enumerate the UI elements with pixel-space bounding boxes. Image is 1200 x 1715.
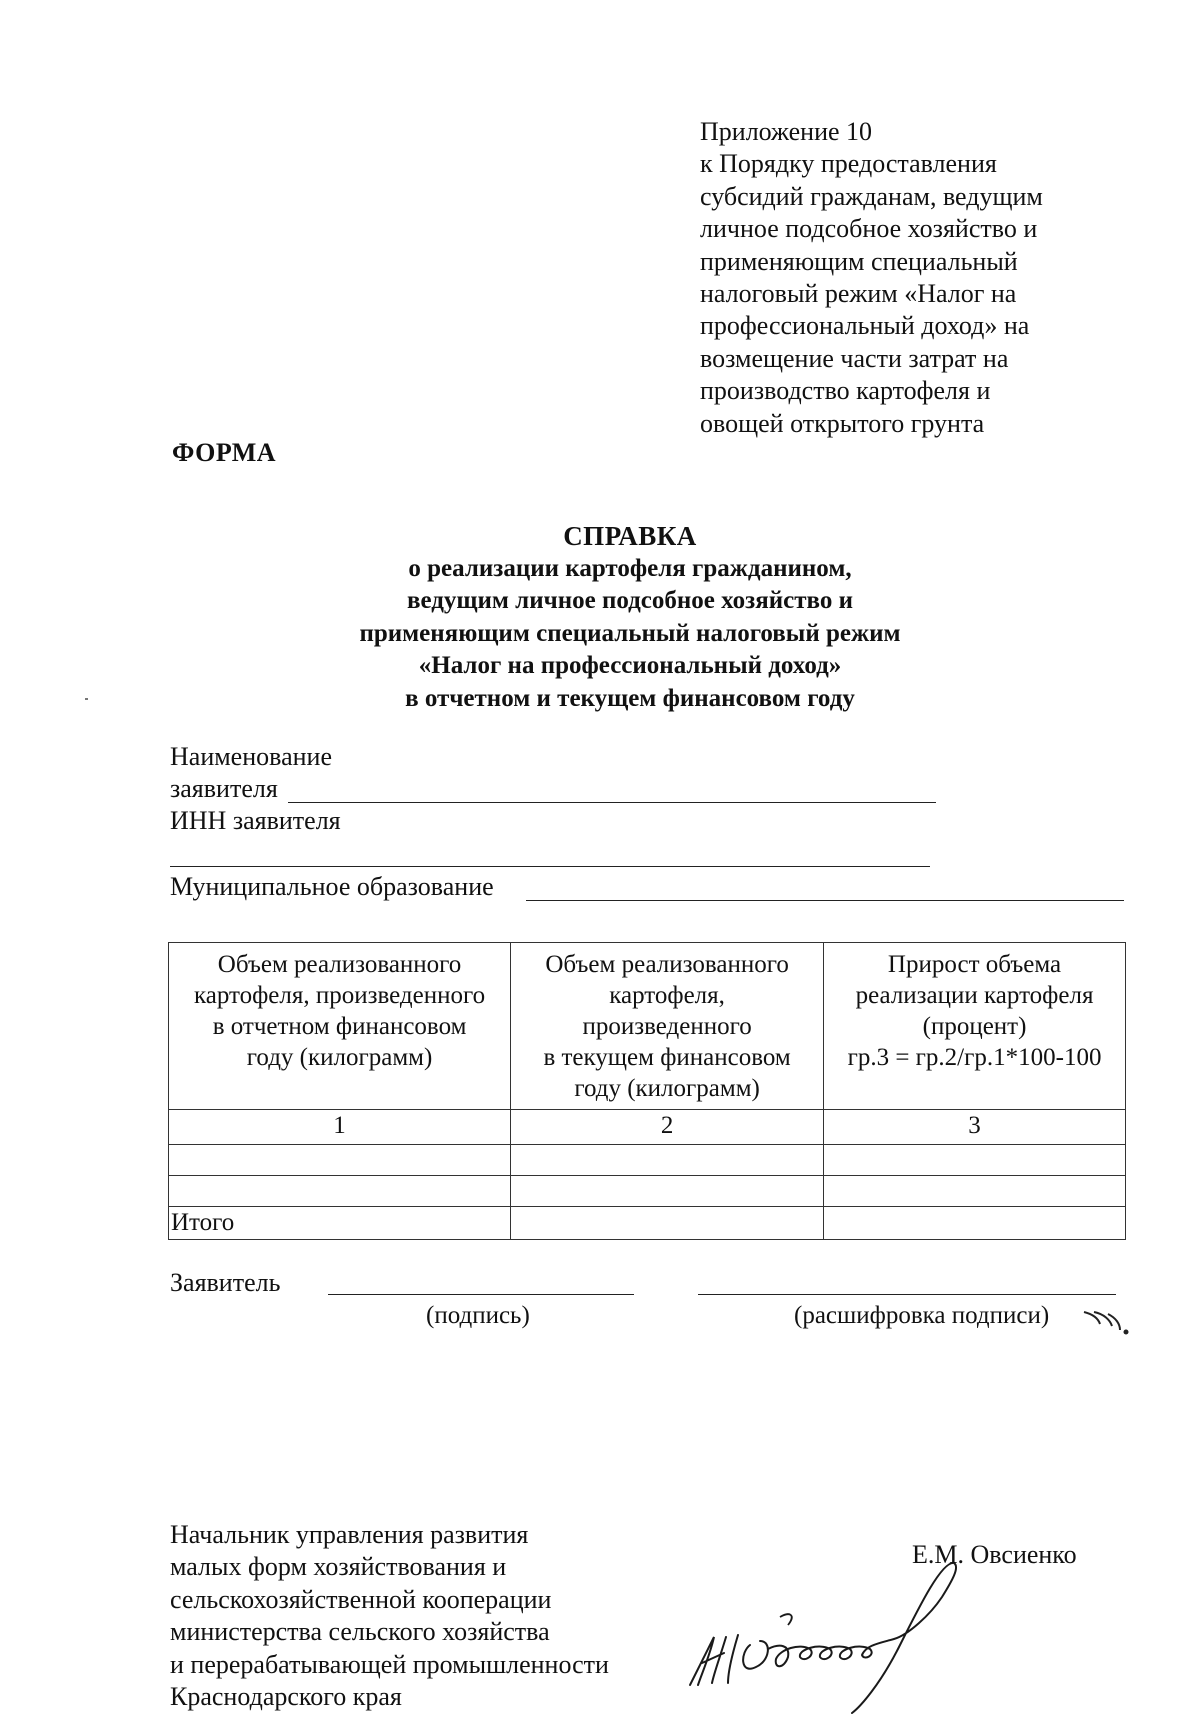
- heading-line: применяющим специальный налоговый режим: [359, 619, 901, 647]
- appendix-line: овощей открытого грунта: [700, 408, 985, 438]
- header-text: Объем реализованного: [217, 951, 462, 978]
- header-cell-3: [824, 943, 1126, 1110]
- inn-input-line[interactable]: [170, 866, 930, 867]
- chief-line: Краснодарского края: [170, 1682, 402, 1712]
- total-cell[interactable]: [511, 1207, 824, 1240]
- header-text: произведенного: [582, 1013, 752, 1040]
- handwritten-mark-icon: [1080, 1304, 1130, 1338]
- appendix-line: применяющим специальный: [700, 246, 1018, 276]
- heading-line: «Налог на профессиональный доход»: [418, 652, 842, 679]
- table-cell[interactable]: [169, 1176, 511, 1207]
- table-cell[interactable]: [169, 1145, 511, 1176]
- header-text: Объем реализованного: [545, 951, 789, 978]
- signature-decoding-line[interactable]: [698, 1294, 1116, 1295]
- handwritten-signature-icon: [680, 1545, 1040, 1715]
- column-number: 2: [511, 1110, 824, 1145]
- appendix-line: субсидий гражданам, ведущим: [700, 181, 1043, 211]
- appendix-line: налоговый режим «Налог на: [700, 279, 1017, 309]
- document-title: СПРАВКА: [563, 521, 697, 551]
- appendix-block: [700, 116, 1120, 440]
- chief-line: сельскохозяйственной кооперации: [170, 1584, 552, 1614]
- form-label: ФОРМА: [172, 438, 277, 467]
- header-text: в текущем финансовом: [543, 1044, 791, 1071]
- header-text: картофеля, произведенного: [193, 982, 486, 1009]
- heading-line: о реализации картофеля гражданином,: [408, 554, 852, 582]
- chief-block: [170, 1519, 609, 1713]
- heading-line: в отчетном и текущем финансовом году: [405, 684, 855, 712]
- header-text: реализации картофеля: [855, 982, 1094, 1009]
- header-text: году (килограмм): [574, 1075, 760, 1102]
- inn-label: ИНН заявителя: [170, 806, 341, 835]
- name-label-line2: заявителя: [170, 774, 278, 803]
- appendix-line: Приложение 10: [700, 117, 873, 146]
- table-cell[interactable]: [511, 1176, 824, 1207]
- header-text: (процент): [922, 1013, 1027, 1040]
- heading-line: ведущим личное подсобное хозяйство и: [406, 587, 854, 614]
- total-label: Итого: [169, 1207, 511, 1240]
- table-cell[interactable]: [511, 1145, 824, 1176]
- header-cell-1: [169, 943, 511, 1110]
- appendix-line: профессиональный доход» на: [700, 311, 1030, 341]
- header-text: картофеля,: [609, 982, 725, 1009]
- total-row: [169, 1207, 1126, 1240]
- decoding-caption: (расшифровка подписи): [794, 1302, 1050, 1329]
- chief-line: и перерабатывающей промышленности: [170, 1649, 609, 1679]
- header-text: году (килограмм): [246, 1044, 433, 1071]
- header-text: в отчетном финансовом: [212, 1013, 467, 1040]
- name-label-line1: Наименование: [170, 742, 332, 771]
- table-row: [169, 1145, 1126, 1176]
- scan-speck: [85, 698, 88, 700]
- chief-line: министерства сельского хозяйства: [170, 1617, 550, 1647]
- column-number-row: [169, 1110, 1126, 1145]
- chief-line: Начальник управления развития: [170, 1520, 529, 1549]
- column-number: 3: [824, 1110, 1126, 1145]
- municipality-input-line[interactable]: [526, 900, 1124, 901]
- applicant-label: Заявитель: [170, 1268, 281, 1297]
- signature-caption: (подпись): [426, 1302, 530, 1329]
- appendix-line: личное подсобное хозяйство и: [700, 214, 1038, 244]
- header-text: Прирост объема: [887, 951, 1062, 978]
- chief-line: малых форм хозяйствования и: [170, 1552, 507, 1582]
- appendix-line: к Порядку предоставления: [700, 149, 997, 179]
- signer-name: Е.М. Овсиенко: [912, 1540, 1077, 1569]
- table-row: [169, 1176, 1126, 1207]
- municipality-label: Муниципальное образование: [170, 872, 494, 901]
- column-number: 1: [169, 1110, 511, 1145]
- header-text: гр.3 = гр.2/гр.1*100-100: [847, 1044, 1102, 1071]
- table-cell[interactable]: [824, 1145, 1126, 1176]
- document-heading: [130, 520, 1130, 715]
- appendix-line: производство картофеля и: [700, 376, 991, 406]
- table-header-row: [169, 943, 1126, 1110]
- appendix-line: возмещение части затрат на: [700, 343, 1009, 373]
- table-cell[interactable]: [824, 1176, 1126, 1207]
- name-input-line[interactable]: [288, 802, 936, 803]
- total-cell[interactable]: [824, 1207, 1126, 1240]
- report-table: [168, 942, 1126, 1240]
- signature-line[interactable]: [328, 1294, 634, 1295]
- header-cell-2: [511, 943, 824, 1110]
